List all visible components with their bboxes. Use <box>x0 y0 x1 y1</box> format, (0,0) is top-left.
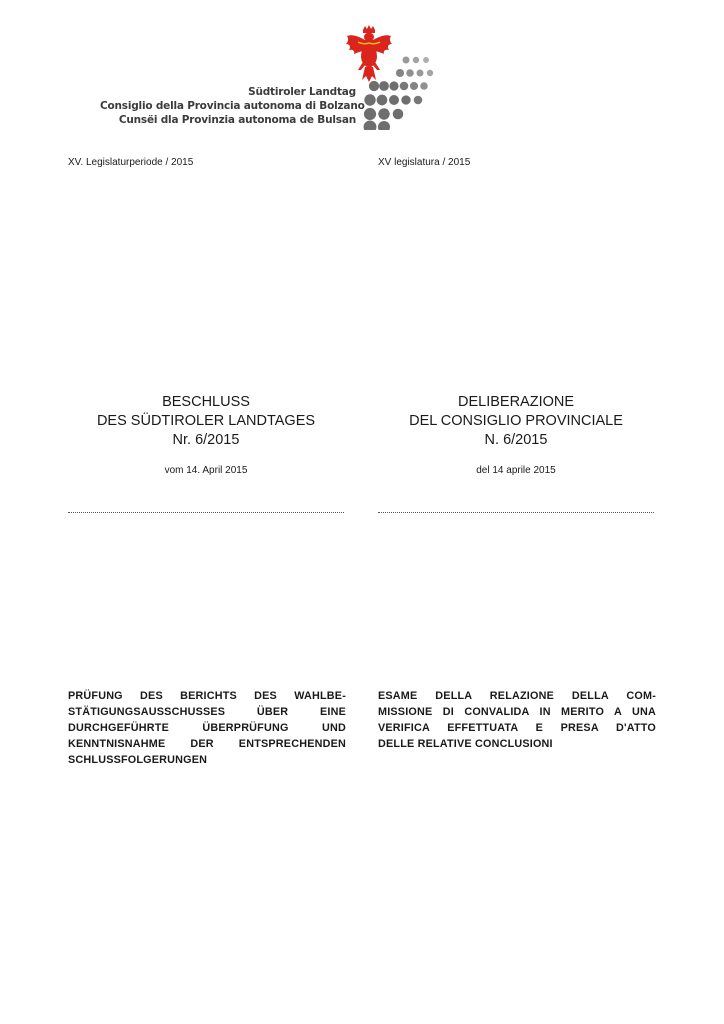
decision-title-de <box>68 393 344 450</box>
dot <box>369 81 379 91</box>
dot <box>423 57 429 63</box>
dotted-divider-de <box>68 512 344 513</box>
subject-it-line: MISSIONE DI CONVALIDA IN MERITO A UNA <box>378 706 656 718</box>
dot <box>414 96 423 105</box>
dot <box>427 70 433 76</box>
dot <box>401 95 410 104</box>
org-name-de: Südtiroler Landtag <box>248 86 356 98</box>
org-name-it: Consiglio della Provincia autonoma di Bolzano <box>100 100 365 112</box>
dot <box>389 81 398 90</box>
decision-title-it <box>378 393 654 450</box>
organisation-names <box>100 85 365 127</box>
subject-de-line: KENNTNISNAHME DER ENTSPRECHENDEN <box>68 738 346 750</box>
subject-it <box>378 688 656 752</box>
dot <box>378 108 389 119</box>
decision-line2-de: DES SÜDTIROLER LANDTAGES <box>96 413 316 429</box>
subject-de-line: SCHLUSSFOLGERUNGEN <box>68 754 208 766</box>
dot <box>393 109 404 120</box>
subject-de-line: PRÜFUNG DES BERICHTS DES WAHLBE- <box>68 690 346 702</box>
subject-de-line: DURCHGEFÜHRTE ÜBERPRÜFUNG UND <box>68 722 346 734</box>
dot <box>400 82 409 91</box>
legislature-it: XV legislatura / 2015 <box>378 157 471 168</box>
decision-number-it: N. 6/2015 <box>484 432 548 448</box>
dot <box>364 108 376 120</box>
dot <box>396 69 404 77</box>
dot <box>389 95 399 105</box>
dot <box>378 121 390 130</box>
dot-pattern-icon <box>362 50 442 130</box>
decision-line1-it: DELIBERAZIONE <box>457 394 575 410</box>
dot <box>364 121 377 130</box>
dot <box>377 95 388 106</box>
decision-number-de: Nr. 6/2015 <box>172 432 240 448</box>
dot <box>420 82 427 89</box>
dot <box>417 70 424 77</box>
subject-it-line: VERIFICA EFFETTUATA E PRESA D'ATTO <box>378 722 656 734</box>
subject-it-line: ESAME DELLA RELAZIONE DELLA COM- <box>378 690 656 702</box>
dot <box>402 56 409 63</box>
legislature-de: XV. Legislaturperiode / 2015 <box>68 157 194 168</box>
dot <box>406 69 414 77</box>
subject-de-line: STÄTIGUNGSAUSSCHUSSES ÜBER EINE <box>68 706 346 718</box>
decision-date-it: del 14 aprile 2015 <box>476 465 556 476</box>
decision-date-de: vom 14. April 2015 <box>164 465 248 476</box>
org-name-lad: Cunsëi dla Provinzia autonoma de Bulsan <box>118 114 356 126</box>
subject-it-line: DELLE RELATIVE CONCLUSIONI <box>378 738 553 750</box>
dotted-divider-it <box>378 512 654 513</box>
dot <box>379 81 389 91</box>
dot <box>364 94 375 105</box>
subject-de <box>68 688 346 768</box>
dot <box>413 57 419 63</box>
decision-line2-it: DEL CONSIGLIO PROVINCIALE <box>409 413 623 429</box>
dot <box>410 82 418 90</box>
decision-line1-de: BESCHLUSS <box>162 394 250 410</box>
